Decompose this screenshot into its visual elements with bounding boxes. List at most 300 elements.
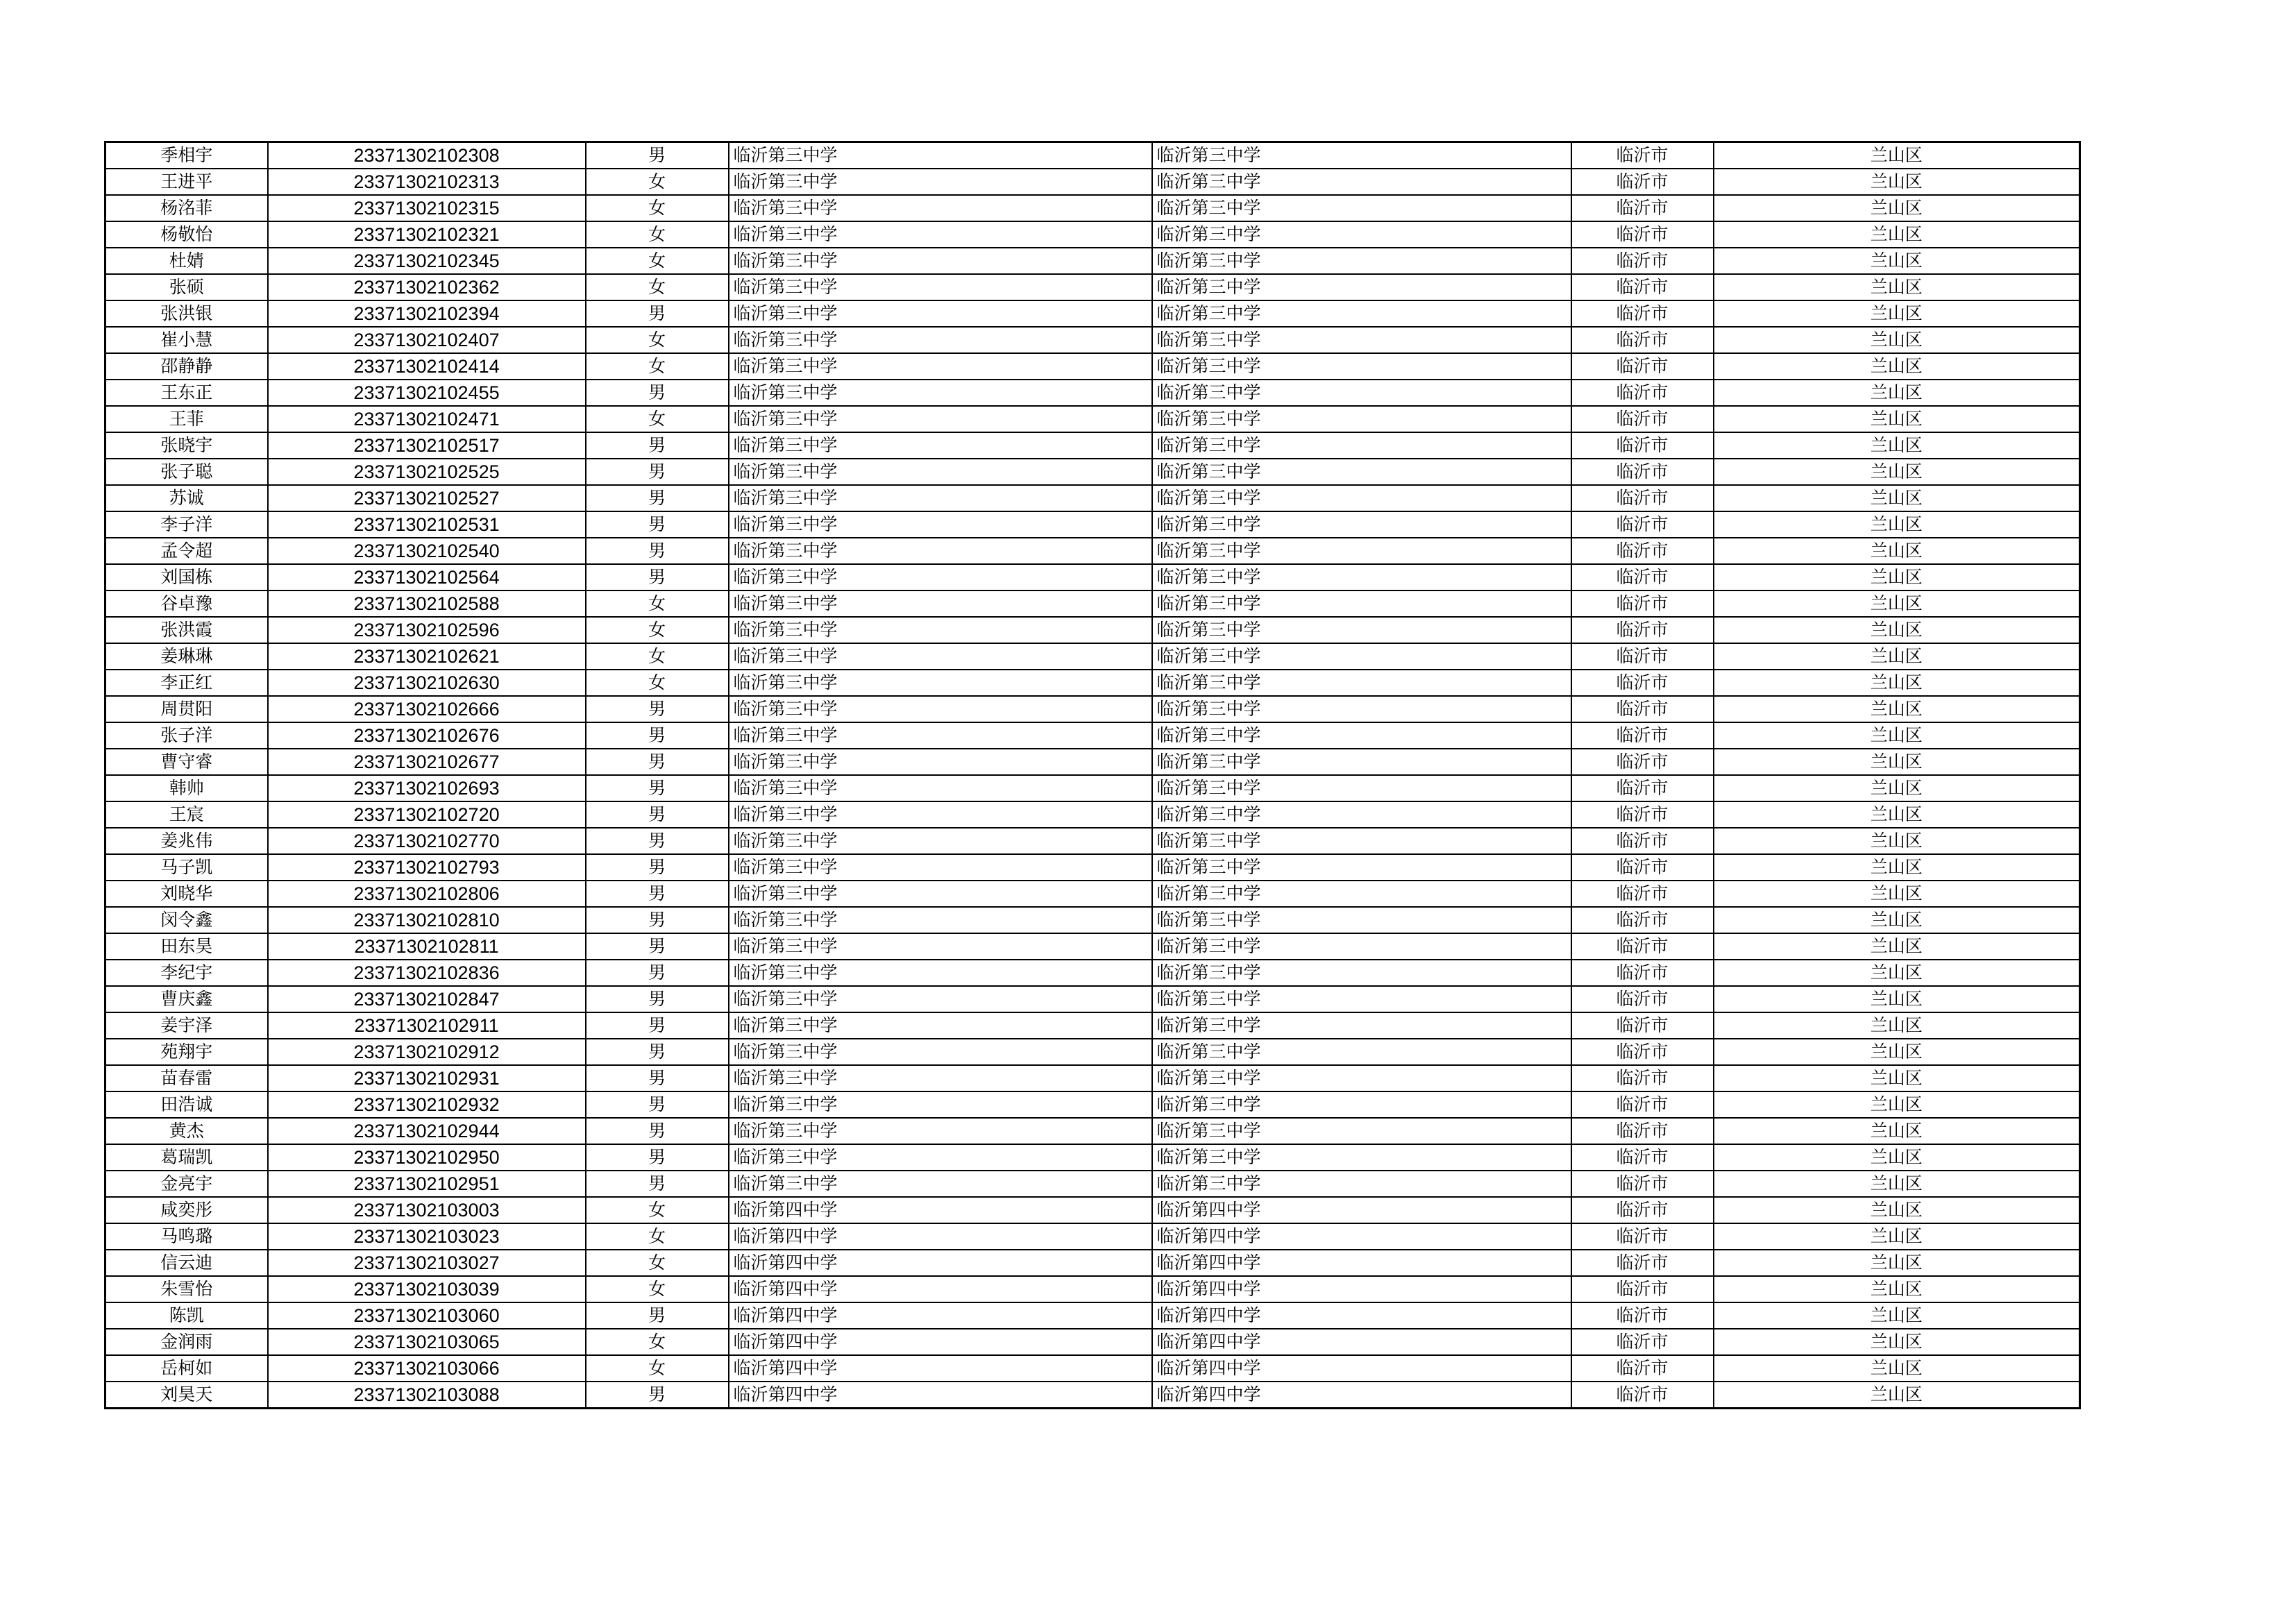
student-name-cell: 金润雨	[105, 1329, 268, 1355]
gender-cell: 男	[586, 1091, 729, 1118]
unit-cell: 临沂第三中学	[1152, 617, 1571, 643]
student-name-cell: 孟令超	[105, 538, 268, 564]
exam-number-cell: 23371302102362	[268, 274, 586, 300]
unit-cell: 临沂第四中学	[1152, 1382, 1571, 1409]
exam-number-cell: 23371302102345	[268, 248, 586, 274]
city-cell: 临沂市	[1571, 1171, 1714, 1197]
unit-cell: 临沂第三中学	[1152, 1091, 1571, 1118]
unit-cell: 临沂第三中学	[1152, 986, 1571, 1012]
student-name-cell: 李子洋	[105, 511, 268, 538]
school-cell: 临沂第三中学	[729, 1065, 1152, 1091]
school-cell: 临沂第三中学	[729, 933, 1152, 960]
student-name-cell: 韩帅	[105, 775, 268, 801]
exam-number-cell: 23371302102596	[268, 617, 586, 643]
exam-number-cell: 23371302102540	[268, 538, 586, 564]
exam-number-cell: 23371302102793	[268, 854, 586, 881]
table-row	[105, 907, 2080, 933]
district-cell: 兰山区	[1714, 854, 2080, 881]
city-cell: 临沂市	[1571, 1091, 1714, 1118]
exam-number-cell: 23371302102321	[268, 221, 586, 248]
school-cell: 临沂第三中学	[729, 775, 1152, 801]
city-cell: 临沂市	[1571, 1118, 1714, 1144]
gender-cell: 女	[586, 617, 729, 643]
table-row	[105, 775, 2080, 801]
table-row	[105, 274, 2080, 300]
city-cell: 临沂市	[1571, 1197, 1714, 1223]
student-name-cell: 曹守睿	[105, 749, 268, 775]
unit-cell: 临沂第三中学	[1152, 881, 1571, 907]
city-cell: 临沂市	[1571, 801, 1714, 828]
table-row	[105, 1250, 2080, 1276]
exam-number-cell: 23371302103088	[268, 1382, 586, 1409]
table-row	[105, 1118, 2080, 1144]
table-row	[105, 1329, 2080, 1355]
school-cell: 临沂第三中学	[729, 1144, 1152, 1171]
unit-cell: 临沂第三中学	[1152, 854, 1571, 881]
student-name-cell: 苗春雷	[105, 1065, 268, 1091]
city-cell: 临沂市	[1571, 1065, 1714, 1091]
unit-cell: 临沂第三中学	[1152, 195, 1571, 221]
gender-cell: 男	[586, 538, 729, 564]
district-cell: 兰山区	[1714, 459, 2080, 485]
student-name-cell: 黄杰	[105, 1118, 268, 1144]
unit-cell: 临沂第三中学	[1152, 142, 1571, 169]
exam-number-cell: 23371302102911	[268, 1012, 586, 1039]
student-name-cell: 张硕	[105, 274, 268, 300]
unit-cell: 临沂第四中学	[1152, 1355, 1571, 1382]
district-cell: 兰山区	[1714, 696, 2080, 722]
unit-cell: 临沂第三中学	[1152, 538, 1571, 564]
gender-cell: 女	[586, 327, 729, 353]
unit-cell: 临沂第四中学	[1152, 1276, 1571, 1302]
gender-cell: 男	[586, 1382, 729, 1409]
gender-cell: 女	[586, 590, 729, 617]
student-name-cell: 谷卓豫	[105, 590, 268, 617]
table-row	[105, 432, 2080, 459]
school-cell: 临沂第三中学	[729, 564, 1152, 590]
school-cell: 临沂第三中学	[729, 195, 1152, 221]
gender-cell: 男	[586, 907, 729, 933]
exam-number-cell: 23371302102931	[268, 1065, 586, 1091]
exam-number-cell: 23371302102531	[268, 511, 586, 538]
gender-cell: 男	[586, 511, 729, 538]
table-row	[105, 854, 2080, 881]
table-row	[105, 406, 2080, 432]
district-cell: 兰山区	[1714, 353, 2080, 380]
city-cell: 临沂市	[1571, 1302, 1714, 1329]
school-cell: 临沂第三中学	[729, 380, 1152, 406]
city-cell: 临沂市	[1571, 1329, 1714, 1355]
student-name-cell: 曹庆鑫	[105, 986, 268, 1012]
exam-number-cell: 23371302102677	[268, 749, 586, 775]
student-name-cell: 马子凯	[105, 854, 268, 881]
school-cell: 临沂第三中学	[729, 643, 1152, 670]
table-row	[105, 986, 2080, 1012]
table-row	[105, 248, 2080, 274]
student-name-cell: 张子聪	[105, 459, 268, 485]
city-cell: 临沂市	[1571, 986, 1714, 1012]
unit-cell: 临沂第三中学	[1152, 406, 1571, 432]
unit-cell: 临沂第三中学	[1152, 380, 1571, 406]
exam-number-cell: 23371302102471	[268, 406, 586, 432]
city-cell: 临沂市	[1571, 1012, 1714, 1039]
unit-cell: 临沂第三中学	[1152, 485, 1571, 511]
exam-number-cell: 23371302102666	[268, 696, 586, 722]
table-row	[105, 511, 2080, 538]
district-cell: 兰山区	[1714, 590, 2080, 617]
school-cell: 临沂第三中学	[729, 670, 1152, 696]
school-cell: 临沂第三中学	[729, 485, 1152, 511]
school-cell: 临沂第三中学	[729, 327, 1152, 353]
school-cell: 临沂第三中学	[729, 749, 1152, 775]
city-cell: 临沂市	[1571, 828, 1714, 854]
city-cell: 临沂市	[1571, 221, 1714, 248]
city-cell: 临沂市	[1571, 380, 1714, 406]
table-row	[105, 1144, 2080, 1171]
city-cell: 临沂市	[1571, 327, 1714, 353]
unit-cell: 临沂第三中学	[1152, 1118, 1571, 1144]
table-row	[105, 1065, 2080, 1091]
district-cell: 兰山区	[1714, 881, 2080, 907]
city-cell: 临沂市	[1571, 881, 1714, 907]
city-cell: 临沂市	[1571, 248, 1714, 274]
exam-number-cell: 23371302102394	[268, 300, 586, 327]
gender-cell: 女	[586, 353, 729, 380]
district-cell: 兰山区	[1714, 1250, 2080, 1276]
city-cell: 临沂市	[1571, 960, 1714, 986]
exam-number-cell: 23371302102527	[268, 485, 586, 511]
district-cell: 兰山区	[1714, 274, 2080, 300]
city-cell: 临沂市	[1571, 432, 1714, 459]
school-cell: 临沂第三中学	[729, 1012, 1152, 1039]
district-cell: 兰山区	[1714, 775, 2080, 801]
table-row	[105, 169, 2080, 195]
table-row	[105, 1302, 2080, 1329]
gender-cell: 男	[586, 380, 729, 406]
student-name-cell: 李正红	[105, 670, 268, 696]
district-cell: 兰山区	[1714, 538, 2080, 564]
unit-cell: 临沂第三中学	[1152, 1039, 1571, 1065]
school-cell: 临沂第四中学	[729, 1302, 1152, 1329]
district-cell: 兰山区	[1714, 1144, 2080, 1171]
exam-number-cell: 23371302102525	[268, 459, 586, 485]
gender-cell: 女	[586, 643, 729, 670]
district-cell: 兰山区	[1714, 617, 2080, 643]
table-row	[105, 696, 2080, 722]
exam-number-cell: 23371302103023	[268, 1223, 586, 1250]
school-cell: 临沂第三中学	[729, 854, 1152, 881]
student-name-cell: 崔小慧	[105, 327, 268, 353]
table-row	[105, 459, 2080, 485]
district-cell: 兰山区	[1714, 1091, 2080, 1118]
gender-cell: 男	[586, 1118, 729, 1144]
student-name-cell: 杨敬怡	[105, 221, 268, 248]
school-cell: 临沂第三中学	[729, 828, 1152, 854]
gender-cell: 男	[586, 459, 729, 485]
exam-number-cell: 23371302102951	[268, 1171, 586, 1197]
exam-number-cell: 23371302103065	[268, 1329, 586, 1355]
gender-cell: 女	[586, 1197, 729, 1223]
unit-cell: 临沂第三中学	[1152, 248, 1571, 274]
district-cell: 兰山区	[1714, 749, 2080, 775]
unit-cell: 临沂第三中学	[1152, 696, 1571, 722]
school-cell: 临沂第三中学	[729, 881, 1152, 907]
school-cell: 临沂第四中学	[729, 1223, 1152, 1250]
gender-cell: 男	[586, 432, 729, 459]
table-row	[105, 1382, 2080, 1409]
gender-cell: 男	[586, 749, 729, 775]
unit-cell: 临沂第三中学	[1152, 590, 1571, 617]
city-cell: 临沂市	[1571, 538, 1714, 564]
city-cell: 临沂市	[1571, 485, 1714, 511]
school-cell: 临沂第四中学	[729, 1197, 1152, 1223]
student-name-cell: 张晓宇	[105, 432, 268, 459]
unit-cell: 临沂第三中学	[1152, 1065, 1571, 1091]
district-cell: 兰山区	[1714, 248, 2080, 274]
gender-cell: 女	[586, 670, 729, 696]
school-cell: 临沂第三中学	[729, 1118, 1152, 1144]
table-row	[105, 1091, 2080, 1118]
table-row	[105, 538, 2080, 564]
unit-cell: 临沂第三中学	[1152, 459, 1571, 485]
gender-cell: 女	[586, 274, 729, 300]
district-cell: 兰山区	[1714, 511, 2080, 538]
gender-cell: 男	[586, 300, 729, 327]
district-cell: 兰山区	[1714, 432, 2080, 459]
table-row	[105, 353, 2080, 380]
school-cell: 临沂第三中学	[729, 169, 1152, 195]
exam-number-cell: 23371302103039	[268, 1276, 586, 1302]
exam-number-cell: 23371302102770	[268, 828, 586, 854]
unit-cell: 临沂第四中学	[1152, 1223, 1571, 1250]
city-cell: 临沂市	[1571, 670, 1714, 696]
unit-cell: 临沂第三中学	[1152, 907, 1571, 933]
unit-cell: 临沂第四中学	[1152, 1197, 1571, 1223]
gender-cell: 男	[586, 696, 729, 722]
unit-cell: 临沂第三中学	[1152, 960, 1571, 986]
city-cell: 临沂市	[1571, 300, 1714, 327]
unit-cell: 临沂第三中学	[1152, 564, 1571, 590]
city-cell: 临沂市	[1571, 274, 1714, 300]
table-row	[105, 1012, 2080, 1039]
table-row	[105, 643, 2080, 670]
city-cell: 临沂市	[1571, 1144, 1714, 1171]
table-row	[105, 300, 2080, 327]
unit-cell: 临沂第三中学	[1152, 221, 1571, 248]
district-cell: 兰山区	[1714, 300, 2080, 327]
table-row	[105, 485, 2080, 511]
city-cell: 临沂市	[1571, 511, 1714, 538]
district-cell: 兰山区	[1714, 485, 2080, 511]
gender-cell: 女	[586, 406, 729, 432]
exam-number-cell: 23371302102414	[268, 353, 586, 380]
city-cell: 临沂市	[1571, 617, 1714, 643]
exam-number-cell: 23371302102676	[268, 722, 586, 749]
gender-cell: 男	[586, 881, 729, 907]
gender-cell: 男	[586, 1039, 729, 1065]
unit-cell: 临沂第三中学	[1152, 169, 1571, 195]
unit-cell: 临沂第三中学	[1152, 643, 1571, 670]
district-cell: 兰山区	[1714, 986, 2080, 1012]
gender-cell: 男	[586, 1302, 729, 1329]
city-cell: 临沂市	[1571, 775, 1714, 801]
exam-number-cell: 23371302102950	[268, 1144, 586, 1171]
exam-number-cell: 23371302102621	[268, 643, 586, 670]
exam-number-cell: 23371302102811	[268, 933, 586, 960]
unit-cell: 临沂第三中学	[1152, 775, 1571, 801]
school-cell: 临沂第三中学	[729, 696, 1152, 722]
school-cell: 临沂第三中学	[729, 801, 1152, 828]
school-cell: 临沂第三中学	[729, 986, 1152, 1012]
exam-number-cell: 23371302102847	[268, 986, 586, 1012]
district-cell: 兰山区	[1714, 1197, 2080, 1223]
district-cell: 兰山区	[1714, 327, 2080, 353]
city-cell: 临沂市	[1571, 195, 1714, 221]
student-name-cell: 邵静静	[105, 353, 268, 380]
district-cell: 兰山区	[1714, 907, 2080, 933]
unit-cell: 临沂第四中学	[1152, 1302, 1571, 1329]
school-cell: 临沂第三中学	[729, 1091, 1152, 1118]
table-row	[105, 828, 2080, 854]
school-cell: 临沂第三中学	[729, 1039, 1152, 1065]
student-name-cell: 金亮宇	[105, 1171, 268, 1197]
school-cell: 临沂第三中学	[729, 590, 1152, 617]
district-cell: 兰山区	[1714, 195, 2080, 221]
table-row	[105, 1197, 2080, 1223]
city-cell: 临沂市	[1571, 1276, 1714, 1302]
exam-number-cell: 23371302102308	[268, 142, 586, 169]
school-cell: 临沂第三中学	[729, 538, 1152, 564]
city-cell: 临沂市	[1571, 907, 1714, 933]
exam-number-cell: 23371302102588	[268, 590, 586, 617]
district-cell: 兰山区	[1714, 1276, 2080, 1302]
city-cell: 临沂市	[1571, 1039, 1714, 1065]
gender-cell: 男	[586, 775, 729, 801]
unit-cell: 临沂第三中学	[1152, 1171, 1571, 1197]
gender-cell: 女	[586, 1223, 729, 1250]
city-cell: 临沂市	[1571, 749, 1714, 775]
student-name-cell: 姜兆伟	[105, 828, 268, 854]
exam-number-cell: 23371302103060	[268, 1302, 586, 1329]
gender-cell: 女	[586, 221, 729, 248]
gender-cell: 女	[586, 1250, 729, 1276]
school-cell: 临沂第三中学	[729, 300, 1152, 327]
table-row	[105, 1039, 2080, 1065]
city-cell: 临沂市	[1571, 1355, 1714, 1382]
city-cell: 临沂市	[1571, 1223, 1714, 1250]
exam-number-cell: 23371302102313	[268, 169, 586, 195]
school-cell: 临沂第三中学	[729, 274, 1152, 300]
student-name-cell: 刘国栋	[105, 564, 268, 590]
student-name-cell: 闵令鑫	[105, 907, 268, 933]
gender-cell: 女	[586, 169, 729, 195]
table-row	[105, 142, 2080, 169]
table-row	[105, 590, 2080, 617]
city-cell: 临沂市	[1571, 696, 1714, 722]
student-name-cell: 姜宇泽	[105, 1012, 268, 1039]
table-row	[105, 722, 2080, 749]
table-row	[105, 1355, 2080, 1382]
exam-number-cell: 23371302102630	[268, 670, 586, 696]
gender-cell: 女	[586, 248, 729, 274]
gender-cell: 男	[586, 1171, 729, 1197]
school-cell: 临沂第三中学	[729, 248, 1152, 274]
unit-cell: 临沂第三中学	[1152, 670, 1571, 696]
student-name-cell: 岳柯如	[105, 1355, 268, 1382]
unit-cell: 临沂第三中学	[1152, 828, 1571, 854]
student-name-cell: 王宸	[105, 801, 268, 828]
district-cell: 兰山区	[1714, 142, 2080, 169]
table-row	[105, 617, 2080, 643]
student-name-cell: 咸奕彤	[105, 1197, 268, 1223]
city-cell: 临沂市	[1571, 854, 1714, 881]
student-name-cell: 姜琳琳	[105, 643, 268, 670]
gender-cell: 女	[586, 1355, 729, 1382]
exam-number-cell: 23371302102693	[268, 775, 586, 801]
school-cell: 临沂第三中学	[729, 722, 1152, 749]
student-name-cell: 苏诚	[105, 485, 268, 511]
unit-cell: 临沂第四中学	[1152, 1329, 1571, 1355]
exam-number-cell: 23371302102810	[268, 907, 586, 933]
gender-cell: 男	[586, 933, 729, 960]
school-cell: 临沂第四中学	[729, 1250, 1152, 1276]
student-name-cell: 朱雪怡	[105, 1276, 268, 1302]
student-name-cell: 杜婧	[105, 248, 268, 274]
gender-cell: 男	[586, 1065, 729, 1091]
city-cell: 临沂市	[1571, 590, 1714, 617]
table-row	[105, 1171, 2080, 1197]
district-cell: 兰山区	[1714, 643, 2080, 670]
district-cell: 兰山区	[1714, 169, 2080, 195]
unit-cell: 临沂第三中学	[1152, 722, 1571, 749]
gender-cell: 男	[586, 854, 729, 881]
district-cell: 兰山区	[1714, 670, 2080, 696]
gender-cell: 男	[586, 142, 729, 169]
gender-cell: 女	[586, 1276, 729, 1302]
exam-number-cell: 23371302102720	[268, 801, 586, 828]
school-cell: 临沂第四中学	[729, 1329, 1152, 1355]
student-name-cell: 杨洺菲	[105, 195, 268, 221]
gender-cell: 男	[586, 722, 729, 749]
city-cell: 临沂市	[1571, 1382, 1714, 1409]
school-cell: 临沂第三中学	[729, 432, 1152, 459]
table-row	[105, 801, 2080, 828]
student-name-cell: 周贯阳	[105, 696, 268, 722]
table-row	[105, 881, 2080, 907]
unit-cell: 临沂第三中学	[1152, 432, 1571, 459]
school-cell: 临沂第三中学	[729, 353, 1152, 380]
student-name-cell: 张洪霞	[105, 617, 268, 643]
student-name-cell: 王进平	[105, 169, 268, 195]
district-cell: 兰山区	[1714, 1118, 2080, 1144]
table-row	[105, 960, 2080, 986]
district-cell: 兰山区	[1714, 1382, 2080, 1409]
unit-cell: 临沂第三中学	[1152, 749, 1571, 775]
exam-number-cell: 23371302102806	[268, 881, 586, 907]
exam-number-cell: 23371302103027	[268, 1250, 586, 1276]
school-cell: 临沂第四中学	[729, 1382, 1152, 1409]
student-name-cell: 刘晓华	[105, 881, 268, 907]
district-cell: 兰山区	[1714, 1012, 2080, 1039]
gender-cell: 男	[586, 801, 729, 828]
school-cell: 临沂第三中学	[729, 406, 1152, 432]
district-cell: 兰山区	[1714, 722, 2080, 749]
gender-cell: 男	[586, 564, 729, 590]
unit-cell: 临沂第三中学	[1152, 801, 1571, 828]
exam-number-cell: 23371302103066	[268, 1355, 586, 1382]
school-cell: 临沂第三中学	[729, 617, 1152, 643]
student-name-cell: 季相宇	[105, 142, 268, 169]
